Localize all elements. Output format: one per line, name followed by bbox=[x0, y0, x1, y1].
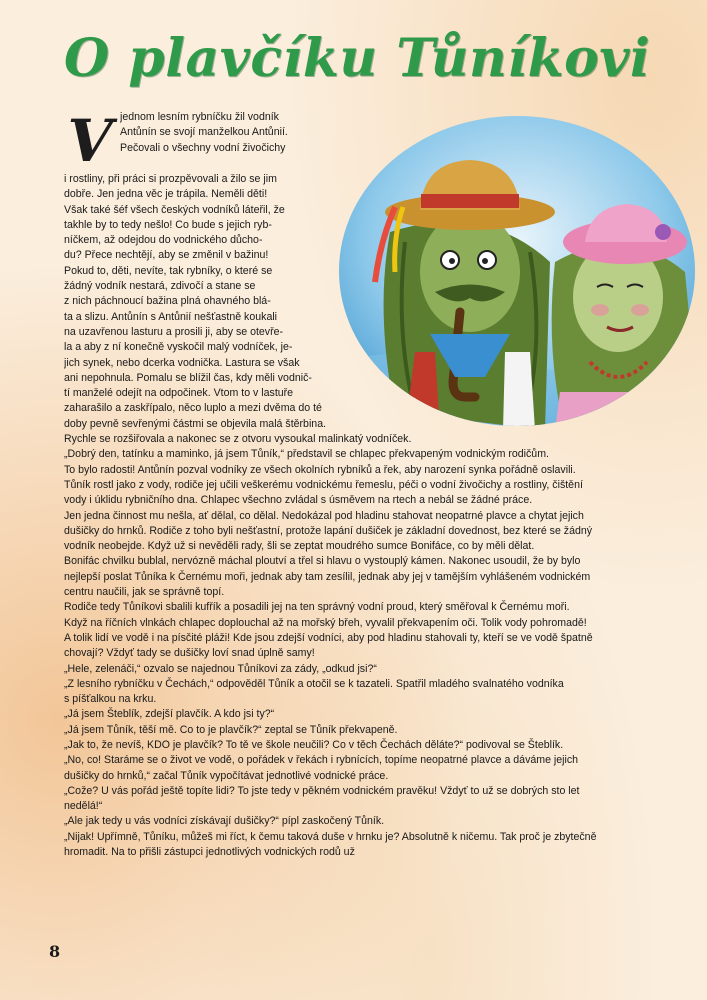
story-line: centru naučili, jak se správně topí. bbox=[64, 586, 225, 599]
story-line: Rodiče tedy Tůníkovi sbalili kufřík a posadili jej na ten správný vodní proud, který směřoval k Černému moři. bbox=[64, 601, 570, 614]
story-line: Jen jedna činnost mu nešla, ať dělal, co dělal. Nedokázal pod hladinu stahovat neopatrné plavce a chytat jejich bbox=[64, 509, 584, 522]
story-line: du? Přece nechtějí, aby se změnil v bažinu! bbox=[64, 249, 269, 262]
story-line: nedělá!“ bbox=[64, 800, 103, 813]
story-line: dušičky do hrnků. Rodiče z toho byli nešťastní, protože lapání dušiček je základní dovednost, bez které se žádný bbox=[64, 524, 593, 537]
story-line: s píšťalkou na krku. bbox=[64, 693, 157, 706]
story-line: vodník neobejde. Když už si nevěděli rady, šli se zeptat moudrého sumce Bonifáce, co by měli dělat. bbox=[64, 540, 535, 553]
story-line bbox=[64, 876, 678, 891]
story-line: na uzavřenou lasturu a prosili ji, aby se otevře- bbox=[64, 325, 284, 338]
story-line: „No, co! Staráme se o život ve vodě, o pořádek v řekách i rybnících, topíme neopatrné plavce a dáváme jejich bbox=[64, 754, 579, 767]
story-line: Pokud to, děti, nevíte, tak rybníky, o které se bbox=[64, 264, 273, 277]
story-text bbox=[64, 107, 678, 891]
story-line: žádný vodník nestará, zdivočí a stane se bbox=[64, 280, 256, 293]
story-line: Tůník rostl jako z vody, rodiče jej učili veškerému vodnickému řemeslu, péči o vodní živočichy a rostliny, čištění bbox=[64, 478, 583, 491]
story-line: „Z lesního rybníčku v Čechách,“ odpověděl Tůník a otočil se k tazateli. Spatřil mladého svalnatého vodníka bbox=[64, 677, 564, 690]
story-line: „Nijak! Upřímně, Tůníku, můžeš mi říct, k čemu taková duše v hrnku je? Absolutně k ničemu. Tak proč je zbytečně bbox=[64, 830, 597, 843]
story-line: A tolik lidí ve vodě i na písčité pláži! Kde jsou zdejší vodníci, aby pod hladinu stahovali ty, kteří se ve vodě špatně bbox=[64, 631, 593, 644]
story-line: „Jak to, že nevíš, KDO je plavčík? To tě ve škole neučili? Co v těch Čechách děláte?“ podivoval se Šteblík. bbox=[64, 738, 564, 751]
story-line: ta a slizu. Antůnín s Antůnií nešťastně koukali bbox=[64, 310, 278, 323]
story-line: nejlepší poslat Tůníka k Černému moři, jednak aby tam zesílil, jednak aby jej v tamějším vyhlášeném vodnickém bbox=[64, 570, 591, 583]
story-line: „Ale jak tedy u vás vodníci získávají dušičky?“ pípl zaskočený Tůník. bbox=[64, 815, 385, 828]
story-line: chovají? Vždyť tady se dušičky loví snad úplně samy! bbox=[64, 647, 315, 660]
story-line: „Dobrý den, tatínku a maminko, já jsem Tůník,“ představil se chlapec překvapeným vodnickým rodičům. bbox=[64, 448, 549, 461]
story-line: i rostliny, při práci si prozpěvovali a žilo se jim bbox=[64, 173, 277, 185]
story-line: „Já jsem Tůník, těší mě. Co to je plavčík?“ zeptal se Tůník překvapeně. bbox=[64, 723, 398, 736]
story-line: To bylo radosti! Antůnín pozval vodníky ze všech okolních rybníků a řek, aby narození synka pořádně oslavili. bbox=[64, 463, 576, 476]
story-line: hromadit. Na to přišli zástupci jednotlivých vodnických rodů už bbox=[64, 846, 355, 859]
story-line bbox=[64, 860, 678, 875]
story-line: Bonifác chvilku bublal, nervózně máchal ploutví a třel si hlavu o vystouplý kámen. Nakonec usoudil, že by bylo bbox=[64, 555, 581, 568]
story-line: jich synek, nebo dcerka vodnička. Lastura se však bbox=[64, 356, 300, 369]
story-line: takhle by to tedy nešlo! Co bude s jejich ryb- bbox=[64, 218, 272, 231]
story-line: jednom lesním rybníčku žil vodník bbox=[120, 111, 279, 123]
page-number: 8 bbox=[49, 942, 61, 961]
story-line: Rychle se rozšiřovala a nakonec se z otvoru vysoukal malinkatý vodníček. bbox=[64, 433, 412, 446]
story-line: „Cože? U vás pořád ještě topíte lidi? To jste tedy v pěkném vodnickém pravěku! Vždyť to už se dobrých sto let bbox=[64, 784, 580, 797]
drop-cap-letter: V bbox=[67, 107, 113, 175]
story-line: z nich páchnoucí bažina plná ohavného blá- bbox=[64, 295, 271, 308]
story-line: Antůnín se svojí manželkou Antůnií. bbox=[120, 126, 288, 139]
story-line: dušičky do hrnků,“ začal Tůník vypočítávat jednotlivé vodnické práce. bbox=[64, 769, 389, 782]
story-line: níčkem, až odejdou do vodnického důcho- bbox=[64, 234, 263, 247]
story-line: Když na říčních vlnkách chlapec doplouchal až na mořský břeh, vyvalil překvapením oči. Tolik vody pohromadě! bbox=[64, 616, 587, 629]
story-line: Však také šéf všech českých vodníků láteřil, že bbox=[64, 203, 285, 216]
story-line: „Já jsem Šteblík, zdejší plavčík. A kdo jsi ty?“ bbox=[64, 708, 275, 721]
story-line: ani nepohnula. Pomalu se blížil čas, kdy měli vodnič- bbox=[64, 371, 312, 384]
story-line: dobře. Jen jedna věc je trápila. Neměli děti! bbox=[64, 188, 268, 201]
story-title: O plavčíku Tůníkovi bbox=[64, 28, 651, 89]
story-line: zaharašilo a zaskřípalo, něco luplo a mezi dvěma do té bbox=[64, 402, 322, 415]
story-line: vody i úklidu rybničního dna. Chlapec všechno zvládal s úsměvem na rtech a nebál se žádné práce. bbox=[64, 494, 533, 507]
story-line: tí manželé odejít na odpočinek. Vtom to v lastuře bbox=[64, 387, 294, 400]
story-line: la a aby z ní konečně vyskočil malý vodníček, je- bbox=[64, 341, 293, 354]
story-line: doby pevně sevřenými částmi se objevila malá štěrbina. bbox=[64, 417, 327, 430]
story-line: „Hele, zelenáči,“ ozvalo se najednou Tůníkovi za zády, „odkud jsi?“ bbox=[64, 662, 377, 675]
story-line: Pečovali o všechny vodní živočichy bbox=[120, 141, 286, 154]
